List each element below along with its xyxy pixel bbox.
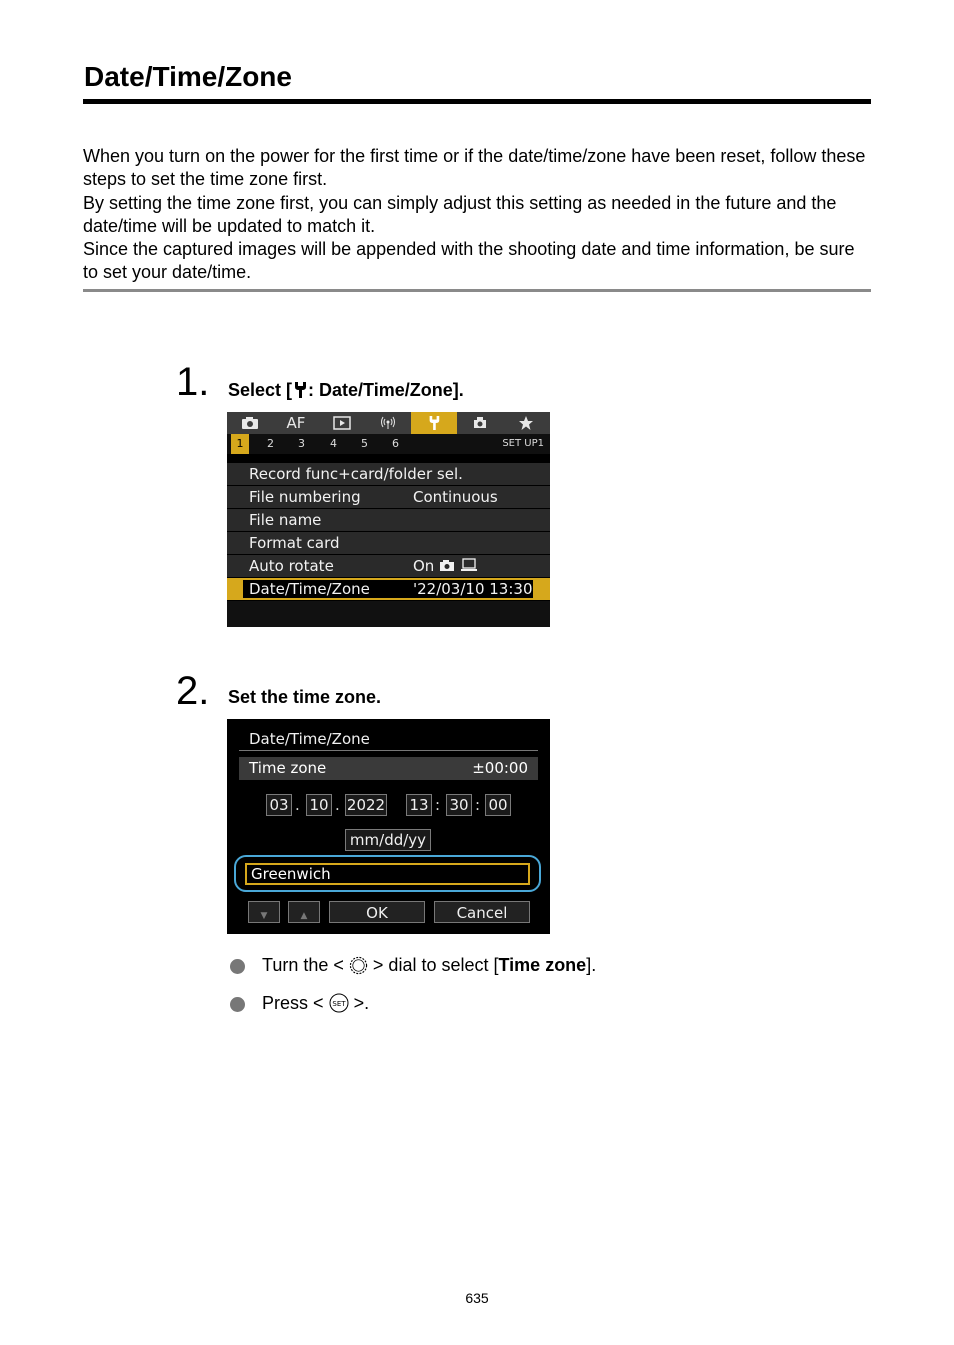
day-field[interactable]: 10: [306, 794, 332, 816]
triangle-down-icon: ▼: [260, 911, 268, 921]
time-separator: :: [435, 796, 441, 814]
step-2-title: Set the time zone.: [228, 687, 382, 707]
computer-icon: [460, 558, 478, 572]
heading-divider: [239, 750, 538, 751]
up-button[interactable]: [288, 901, 320, 923]
menu-item-label: File name: [249, 511, 322, 529]
menu-item-file-numbering[interactable]: [227, 486, 550, 508]
main-dial-icon: [349, 956, 368, 975]
hour-field[interactable]: 13: [406, 794, 432, 816]
menu-tab-bar: [227, 412, 550, 434]
date-format-field[interactable]: mm/dd/yy: [345, 829, 431, 851]
intro-divider: [83, 289, 871, 292]
menu-item-label: Auto rotate: [249, 557, 334, 575]
playback-icon: [333, 416, 351, 430]
wireless-icon: [379, 416, 397, 430]
bullet-text-post: >.: [353, 993, 370, 1013]
bullet-text-pre: Turn the <: [262, 955, 344, 975]
tab-my-menu[interactable]: [503, 412, 549, 434]
tab-wireless[interactable]: [365, 412, 411, 434]
selected-highlight: [243, 580, 533, 598]
time-zone-offset: ±00:00: [472, 759, 528, 777]
page-title: Date/Time/Zone: [84, 61, 292, 92]
menu-item-value: Continuous: [413, 488, 498, 506]
custom-icon: [472, 416, 488, 430]
menu-item-format-card[interactable]: [227, 532, 550, 554]
year-field[interactable]: 2022: [346, 796, 386, 814]
ok-button[interactable]: OK: [329, 901, 425, 923]
subtab-1[interactable]: 1: [231, 434, 249, 454]
subtab-2[interactable]: 2: [267, 437, 274, 450]
subtab-5[interactable]: 5: [361, 437, 368, 450]
subtab-4[interactable]: 4: [330, 437, 337, 450]
intro-paragraph-1: When you turn on the power for the first time or if the date/time/zone have been reset, follow these steps to set the time zone first.: [83, 146, 866, 190]
menu-item-file-name[interactable]: [227, 509, 550, 531]
intro-paragraph-2: By setting the time zone first, you can simply adjust this setting as needed in the future and the date/time will be updated to match it.: [83, 192, 837, 236]
date-separator: .: [335, 796, 340, 814]
page-number: 635: [465, 1290, 489, 1306]
intro-text: [83, 145, 873, 285]
step-1-title-prefix: Select [: [228, 380, 293, 400]
auto-rotate-value: On: [413, 557, 435, 575]
menu-empty-row: [227, 601, 550, 627]
tab-af[interactable]: [273, 412, 319, 434]
triangle-up-icon: ▲: [300, 911, 308, 921]
tab-shooting[interactable]: [227, 412, 273, 434]
subtab-6[interactable]: 6: [392, 437, 399, 450]
tab-custom[interactable]: [457, 412, 503, 434]
time-separator: :: [475, 796, 481, 814]
camera-icon: [439, 559, 455, 572]
bullet-dot: [230, 997, 245, 1012]
zone-field[interactable]: [245, 863, 530, 885]
step-1-number: 1.: [176, 360, 210, 404]
set-button-icon: [329, 993, 349, 1013]
minute-field[interactable]: 30: [446, 794, 472, 816]
menu-item-label: Format card: [249, 534, 340, 552]
cancel-button[interactable]: Cancel: [434, 901, 530, 923]
time-zone-label: Time zone: [249, 759, 327, 777]
time-zone-row[interactable]: [239, 757, 538, 780]
setup-icon: [427, 415, 441, 431]
zone-name: Greenwich: [251, 865, 331, 883]
menu-item-record-func[interactable]: [227, 463, 550, 485]
subtab-3[interactable]: 3: [298, 437, 305, 450]
bullet-text-post: ].: [586, 955, 597, 975]
bullet-text-mid: > dial to select [: [372, 955, 499, 975]
date-time-zone-screen: [227, 719, 550, 934]
menu-screen: [227, 412, 550, 627]
menu-item-value: [413, 557, 478, 575]
tab-setup[interactable]: [411, 412, 457, 434]
bullet-text-bold: Time zone: [498, 955, 587, 975]
bullet-text: [262, 955, 596, 976]
down-button[interactable]: [248, 901, 280, 923]
step-1-title-suffix: : Date/Time/Zone].: [308, 380, 464, 400]
tab-af-label: AF: [286, 414, 306, 432]
screen-heading: Date/Time/Zone: [249, 730, 370, 748]
step-2-number: 2.: [176, 669, 210, 713]
title-underline: [83, 99, 871, 104]
step-1-title: [228, 380, 464, 401]
month-field[interactable]: 03: [266, 794, 292, 816]
bullet-dot: [230, 959, 245, 974]
setup-page-label: SET UP1: [502, 438, 544, 449]
menu-item-auto-rotate[interactable]: [227, 555, 550, 577]
svg-text:SET: SET: [331, 1000, 346, 1008]
wrench-setup-icon: [292, 381, 308, 399]
menu-item-value: '22/03/10 13:30: [413, 580, 533, 598]
menu-subtabs: [227, 434, 550, 454]
menu-item-date-time-zone[interactable]: [227, 578, 550, 600]
bullet-text-pre: Press <: [262, 993, 324, 1013]
date-separator: .: [295, 796, 300, 814]
camera-icon: [241, 416, 259, 430]
menu-item-label: Date/Time/Zone: [249, 580, 370, 598]
second-field[interactable]: 00: [485, 794, 511, 816]
tab-playback[interactable]: [319, 412, 365, 434]
intro-paragraph-3: Since the captured images will be appended with the shooting date and time information, be sure to set your date/time.: [83, 239, 855, 283]
star-icon: [518, 415, 534, 431]
menu-item-label: File numbering: [249, 488, 361, 506]
menu-item-label: Record func+card/folder sel.: [249, 465, 463, 483]
bullet-text: [262, 993, 369, 1014]
